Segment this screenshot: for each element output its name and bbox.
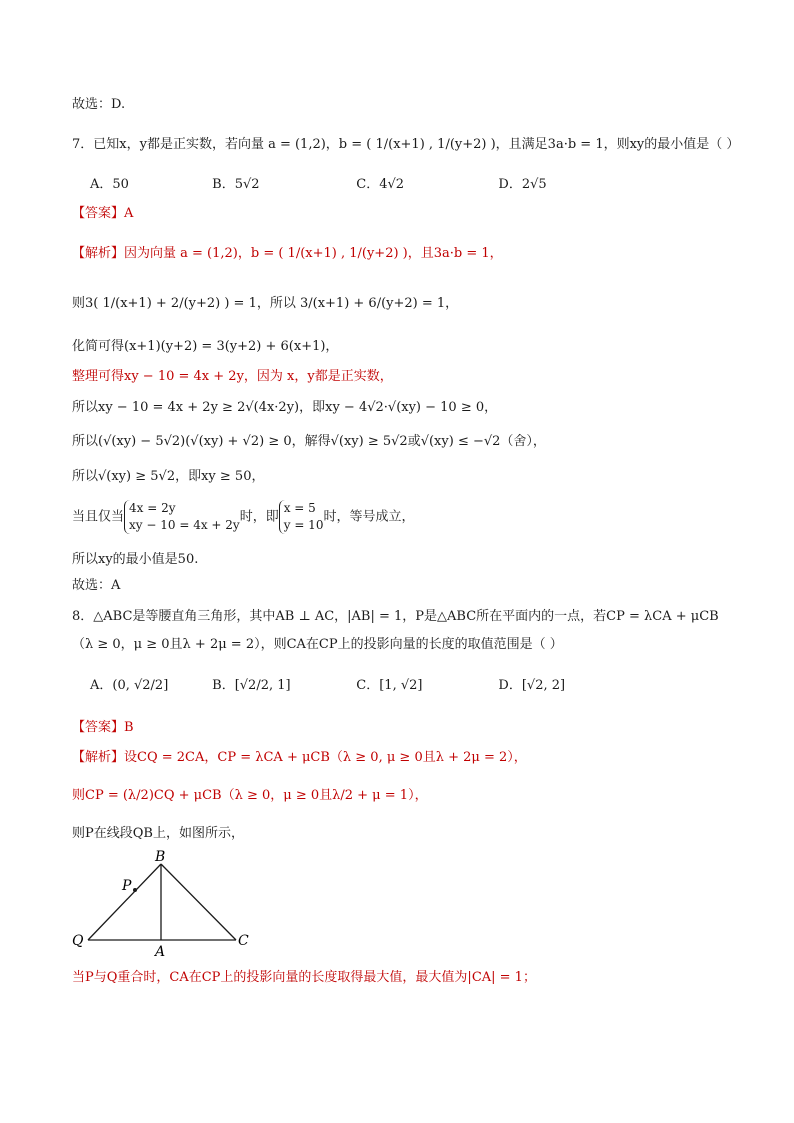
analysis-7-line-2: 则3( 1/(x+1) + 2/(y+2) ) = 1，所以 3/(x+1) + 6/(y+2) = 1， <box>72 296 459 311</box>
equation: 4x = 2y <box>129 501 176 515</box>
equation: x = 5 <box>283 501 316 515</box>
analysis-7-line-4: 整理可得xy − 10 = 4x + 2y，因为 x，y都是正实数， <box>72 369 393 384</box>
option-a: A．50 <box>90 177 129 192</box>
analysis-8-line-3: 则P在线段QB上，如图所示， <box>72 826 244 841</box>
analysis-7-line-5: 所以xy − 10 = 4x + 2y ≥ 2√(4x·2y)，即xy − 4√2·√(xy) − 10 ≥ 0， <box>72 400 498 415</box>
text: 时，即 <box>239 509 279 525</box>
equation: y = 10 <box>283 518 324 532</box>
option-c: C．[1, √2] <box>356 678 423 693</box>
answer-label: 【答案】 <box>72 206 125 221</box>
question-8-line-1: 8．△ABC是等腰直角三角形，其中AB ⊥ AC，|AB| = 1，P是△ABC所在平面内的一点，若CP = λCA + μCB <box>72 609 719 624</box>
segment-bc <box>161 864 236 940</box>
analysis-7-line-9: 所以xy的最小值是50. <box>72 552 199 567</box>
label-p: P <box>122 878 132 894</box>
segment-qb <box>88 864 161 940</box>
text-line: 故选：A <box>72 578 121 593</box>
analysis-7-line-1 <box>72 244 503 264</box>
analysis-8-line-1 <box>72 748 527 768</box>
label-b: B <box>155 849 166 865</box>
analysis-7-line-6: 所以(√(xy) − 5√2)(√(xy) + √2) ≥ 0，解得√(xy) ≥ 5√2或√(xy) ≤ −√2（舍）， <box>72 434 546 449</box>
text-line: 故选：D. <box>72 97 126 112</box>
equation-system-1 <box>124 500 240 534</box>
question-7-options <box>90 175 547 195</box>
answer-7 <box>72 204 133 224</box>
label-c: C <box>238 933 249 949</box>
option-b: B．5√2 <box>212 177 260 192</box>
label-q: Q <box>72 933 84 949</box>
equation: xy − 10 = 4x + 2y <box>129 518 240 532</box>
point-p <box>133 888 137 892</box>
triangle-figure <box>70 848 270 958</box>
analysis-7-line-3: 化简可得(x+1)(y+2) = 3(y+2) + 6(x+1)， <box>72 339 339 354</box>
question-7: 7．已知x，y都是正实数，若向量 a = (1,2)，b = ( 1/(x+1) , 1/(y+2) )，且满足3a·b = 1，则xy的最小值是（ ） <box>72 137 740 152</box>
option-d: D．2√5 <box>498 177 547 192</box>
analysis-text: 设CQ = 2CA，CP = λCA + μCB（λ ≥ 0, μ ≥ 0且λ + 2μ = 2）， <box>124 750 527 765</box>
analysis-label: 【解析】 <box>72 750 125 765</box>
analysis-7-line-8 <box>72 500 414 535</box>
option-d: D．[√2, 2] <box>498 678 566 693</box>
analysis-8-line-4: 当P与Q重合时，CA在CP上的投影向量的长度取得最大值，最大值为|CA| = 1； <box>72 970 536 985</box>
question-8-options <box>90 676 565 696</box>
analysis-7-line-7: 所以√(xy) ≥ 5√2，即xy ≥ 50， <box>72 469 265 484</box>
analysis-8-line-2: 则CP = (λ/2)CQ + μCB（λ ≥ 0，μ ≥ 0且λ/2 + μ = 1）， <box>72 788 428 803</box>
question-8-line-2: （λ ≥ 0，μ ≥ 0且λ + 2μ = 2），则CA在CP上的投影向量的长度的取值范围是（ ） <box>72 637 563 652</box>
answer-8 <box>72 718 134 738</box>
equation-system-2 <box>279 500 324 534</box>
option-b: B．[√2/2, 1] <box>212 678 291 693</box>
option-c: C．4√2 <box>356 177 405 192</box>
analysis-label: 【解析】 <box>72 246 125 261</box>
label-a: A <box>155 944 166 958</box>
option-a: A．(0, √2/2] <box>90 678 169 693</box>
answer-value: B <box>124 720 134 735</box>
answer-label: 【答案】 <box>72 720 125 735</box>
analysis-text: 因为向量 a = (1,2)，b = ( 1/(x+1) , 1/(y+2) )，且3a·b = 1， <box>124 246 503 261</box>
text: 时，等号成立， <box>323 509 415 525</box>
answer-value: A <box>124 206 134 221</box>
text: 当且仅当 <box>72 509 125 525</box>
